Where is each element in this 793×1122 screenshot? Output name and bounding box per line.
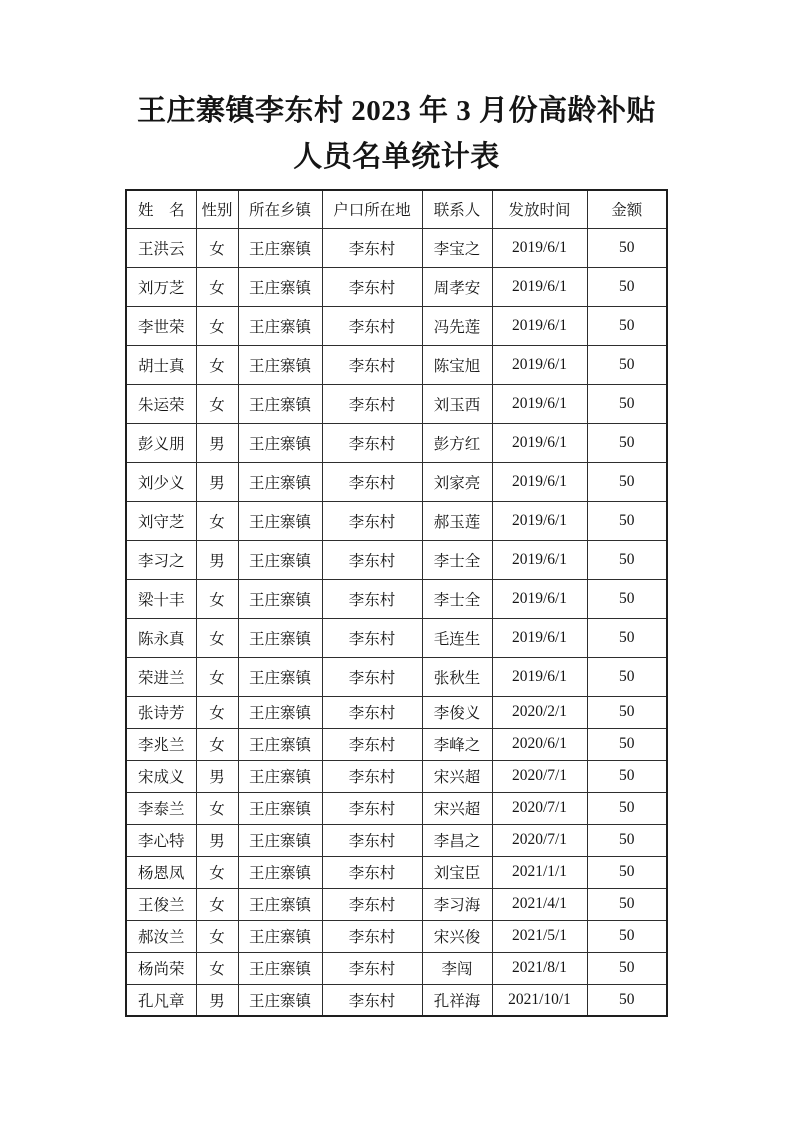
table-cell: 孔凡章 xyxy=(126,984,196,1016)
table-cell: 王洪云 xyxy=(126,228,196,267)
table-cell: 李闯 xyxy=(422,952,492,984)
table-cell: 李东村 xyxy=(322,760,422,792)
table-cell: 50 xyxy=(587,888,667,920)
table-cell: 王庄寨镇 xyxy=(238,501,322,540)
table-cell: 王庄寨镇 xyxy=(238,824,322,856)
table-cell: 女 xyxy=(196,888,238,920)
table-cell: 2021/8/1 xyxy=(492,952,587,984)
table-row xyxy=(126,696,667,728)
table-cell: 50 xyxy=(587,423,667,462)
table-cell: 女 xyxy=(196,728,238,760)
table-cell: 2019/6/1 xyxy=(492,423,587,462)
table-cell: 50 xyxy=(587,760,667,792)
table-cell: 刘少义 xyxy=(126,462,196,501)
table-cell: 2019/6/1 xyxy=(492,228,587,267)
table-row xyxy=(126,540,667,579)
table-cell: 王庄寨镇 xyxy=(238,228,322,267)
table-row xyxy=(126,888,667,920)
table-cell: 张诗芳 xyxy=(126,696,196,728)
table-cell: 王庄寨镇 xyxy=(238,792,322,824)
table-cell: 2020/6/1 xyxy=(492,728,587,760)
table-cell: 张秋生 xyxy=(422,657,492,696)
table-cell: 李习海 xyxy=(422,888,492,920)
table-cell: 王庄寨镇 xyxy=(238,760,322,792)
table-cell: 李兆兰 xyxy=(126,728,196,760)
table-cell: 女 xyxy=(196,306,238,345)
table-cell: 50 xyxy=(587,267,667,306)
table-cell: 2019/6/1 xyxy=(492,306,587,345)
table-cell: 男 xyxy=(196,984,238,1016)
table-cell: 郝汝兰 xyxy=(126,920,196,952)
table-cell: 50 xyxy=(587,952,667,984)
table-cell: 50 xyxy=(587,792,667,824)
table-cell: 陈宝旭 xyxy=(422,345,492,384)
table-cell: 50 xyxy=(587,228,667,267)
table-cell: 2019/6/1 xyxy=(492,267,587,306)
table-row xyxy=(126,579,667,618)
table-row xyxy=(126,760,667,792)
table-cell: 男 xyxy=(196,824,238,856)
table-cell: 50 xyxy=(587,540,667,579)
table-cell: 荣进兰 xyxy=(126,657,196,696)
table-cell: 胡士真 xyxy=(126,345,196,384)
table-row xyxy=(126,267,667,306)
table-cell: 王庄寨镇 xyxy=(238,423,322,462)
table-cell: 2021/10/1 xyxy=(492,984,587,1016)
table-cell: 女 xyxy=(196,384,238,423)
table-row xyxy=(126,345,667,384)
column-header-5: 联系人 xyxy=(422,190,492,228)
table-cell: 女 xyxy=(196,228,238,267)
table-cell: 王庄寨镇 xyxy=(238,306,322,345)
table-cell: 李泰兰 xyxy=(126,792,196,824)
table-cell: 李俊义 xyxy=(422,696,492,728)
table-row xyxy=(126,728,667,760)
table-cell: 宋成义 xyxy=(126,760,196,792)
subsidy-roster-table xyxy=(125,189,668,1017)
table-cell: 王庄寨镇 xyxy=(238,984,322,1016)
table-cell: 王庄寨镇 xyxy=(238,952,322,984)
table-cell: 宋兴俊 xyxy=(422,920,492,952)
table-cell: 李东村 xyxy=(322,856,422,888)
table-cell: 郝玉莲 xyxy=(422,501,492,540)
table-cell: 王庄寨镇 xyxy=(238,696,322,728)
table-row xyxy=(126,501,667,540)
table-cell: 50 xyxy=(587,824,667,856)
table-cell: 李东村 xyxy=(322,952,422,984)
table-cell: 李士全 xyxy=(422,540,492,579)
column-header-7: 金额 xyxy=(587,190,667,228)
table-cell: 50 xyxy=(587,462,667,501)
table-cell: 李东村 xyxy=(322,423,422,462)
table-cell: 女 xyxy=(196,920,238,952)
table-cell: 2021/1/1 xyxy=(492,856,587,888)
table-cell: 50 xyxy=(587,657,667,696)
table-cell: 2021/4/1 xyxy=(492,888,587,920)
table-cell: 彭义朋 xyxy=(126,423,196,462)
table-cell: 王庄寨镇 xyxy=(238,267,322,306)
table-cell: 李昌之 xyxy=(422,824,492,856)
table-cell: 彭方红 xyxy=(422,423,492,462)
table-cell: 王庄寨镇 xyxy=(238,920,322,952)
column-header-1: 姓 名 xyxy=(126,190,196,228)
table-cell: 宋兴超 xyxy=(422,760,492,792)
table-cell: 男 xyxy=(196,760,238,792)
column-header-4: 户口所在地 xyxy=(322,190,422,228)
table-cell: 李东村 xyxy=(322,267,422,306)
table-row xyxy=(126,618,667,657)
table-row xyxy=(126,306,667,345)
table-cell: 刘守芝 xyxy=(126,501,196,540)
table-cell: 冯先莲 xyxy=(422,306,492,345)
table-cell: 女 xyxy=(196,657,238,696)
table-cell: 刘家亮 xyxy=(422,462,492,501)
table-cell: 李东村 xyxy=(322,888,422,920)
table-cell: 女 xyxy=(196,696,238,728)
table-cell: 50 xyxy=(587,618,667,657)
table-cell: 50 xyxy=(587,696,667,728)
table-cell: 50 xyxy=(587,306,667,345)
table-row xyxy=(126,228,667,267)
table-cell: 毛连生 xyxy=(422,618,492,657)
table-cell: 2019/6/1 xyxy=(492,384,587,423)
table-cell: 李东村 xyxy=(322,501,422,540)
table-cell: 李习之 xyxy=(126,540,196,579)
table-cell: 王庄寨镇 xyxy=(238,462,322,501)
document-title xyxy=(40,88,753,180)
table-cell: 女 xyxy=(196,501,238,540)
table-cell: 男 xyxy=(196,423,238,462)
table-cell: 李东村 xyxy=(322,657,422,696)
table-cell: 王庄寨镇 xyxy=(238,888,322,920)
table-cell: 王庄寨镇 xyxy=(238,856,322,888)
table-row xyxy=(126,952,667,984)
column-header-3: 所在乡镇 xyxy=(238,190,322,228)
table-cell: 李东村 xyxy=(322,579,422,618)
table-cell: 男 xyxy=(196,462,238,501)
table-cell: 李东村 xyxy=(322,696,422,728)
table-cell: 50 xyxy=(587,345,667,384)
table-cell: 2019/6/1 xyxy=(492,618,587,657)
table-row xyxy=(126,657,667,696)
table-cell: 李东村 xyxy=(322,728,422,760)
table-row xyxy=(126,824,667,856)
table-cell: 2019/6/1 xyxy=(492,462,587,501)
table-cell: 李东村 xyxy=(322,824,422,856)
column-header-2: 性别 xyxy=(196,190,238,228)
table-cell: 50 xyxy=(587,728,667,760)
table-cell: 王庄寨镇 xyxy=(238,384,322,423)
table-row xyxy=(126,856,667,888)
table-cell: 女 xyxy=(196,952,238,984)
table-header-row xyxy=(126,190,667,228)
table-cell: 女 xyxy=(196,856,238,888)
title-line-2: 人员名单统计表 xyxy=(293,141,500,173)
table-cell: 50 xyxy=(587,579,667,618)
table-cell: 李东村 xyxy=(322,345,422,384)
table-cell: 2019/6/1 xyxy=(492,657,587,696)
table-cell: 50 xyxy=(587,501,667,540)
table-cell: 王俊兰 xyxy=(126,888,196,920)
table-cell: 李东村 xyxy=(322,920,422,952)
table-row xyxy=(126,462,667,501)
table-row xyxy=(126,920,667,952)
table-cell: 李东村 xyxy=(322,984,422,1016)
table-cell: 孔祥海 xyxy=(422,984,492,1016)
table-cell: 50 xyxy=(587,984,667,1016)
table-cell: 50 xyxy=(587,384,667,423)
table-cell: 李东村 xyxy=(322,540,422,579)
table-cell: 2019/6/1 xyxy=(492,345,587,384)
table-cell: 王庄寨镇 xyxy=(238,345,322,384)
table-cell: 李士全 xyxy=(422,579,492,618)
table-cell: 女 xyxy=(196,792,238,824)
table-row xyxy=(126,792,667,824)
table-cell: 50 xyxy=(587,920,667,952)
table-cell: 李世荣 xyxy=(126,306,196,345)
table-cell: 2019/6/1 xyxy=(492,579,587,618)
table-cell: 男 xyxy=(196,540,238,579)
table-cell: 李东村 xyxy=(322,306,422,345)
table-cell: 王庄寨镇 xyxy=(238,728,322,760)
table-cell: 杨恩凤 xyxy=(126,856,196,888)
table-cell: 2020/2/1 xyxy=(492,696,587,728)
table-cell: 梁十丰 xyxy=(126,579,196,618)
table-cell: 2020/7/1 xyxy=(492,760,587,792)
table-cell: 刘玉西 xyxy=(422,384,492,423)
table-cell: 李东村 xyxy=(322,228,422,267)
table-cell: 宋兴超 xyxy=(422,792,492,824)
table-cell: 2020/7/1 xyxy=(492,824,587,856)
table-cell: 王庄寨镇 xyxy=(238,579,322,618)
table-cell: 女 xyxy=(196,267,238,306)
table-cell: 女 xyxy=(196,579,238,618)
table-cell: 李心特 xyxy=(126,824,196,856)
table-cell: 李峰之 xyxy=(422,728,492,760)
title-line-1: 王庄寨镇李东村 2023 年 3 月份高龄补贴 xyxy=(136,95,656,127)
table-cell: 李宝之 xyxy=(422,228,492,267)
table-row xyxy=(126,984,667,1016)
table-cell: 2020/7/1 xyxy=(492,792,587,824)
table-cell: 王庄寨镇 xyxy=(238,540,322,579)
table-cell: 刘万芝 xyxy=(126,267,196,306)
table-cell: 李东村 xyxy=(322,462,422,501)
table-cell: 2019/6/1 xyxy=(492,501,587,540)
table-cell: 李东村 xyxy=(322,618,422,657)
table-cell: 女 xyxy=(196,618,238,657)
table-cell: 李东村 xyxy=(322,792,422,824)
table-cell: 陈永真 xyxy=(126,618,196,657)
table-cell: 李东村 xyxy=(322,384,422,423)
table-cell: 杨尚荣 xyxy=(126,952,196,984)
table-row xyxy=(126,384,667,423)
table-cell: 女 xyxy=(196,345,238,384)
table-cell: 王庄寨镇 xyxy=(238,657,322,696)
column-header-6: 发放时间 xyxy=(492,190,587,228)
table-cell: 50 xyxy=(587,856,667,888)
table-cell: 2019/6/1 xyxy=(492,540,587,579)
table-cell: 周孝安 xyxy=(422,267,492,306)
table-cell: 刘宝臣 xyxy=(422,856,492,888)
table-cell: 2021/5/1 xyxy=(492,920,587,952)
table-cell: 王庄寨镇 xyxy=(238,618,322,657)
table-cell: 朱运荣 xyxy=(126,384,196,423)
table-row xyxy=(126,423,667,462)
